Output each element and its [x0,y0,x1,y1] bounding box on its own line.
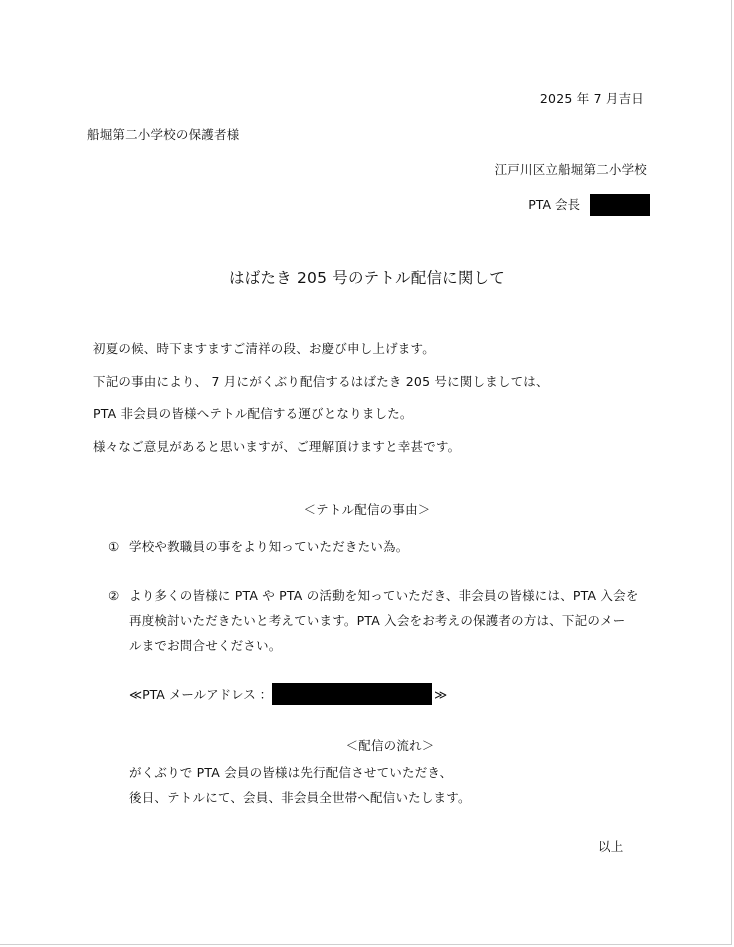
flow-line: 後日、テトルにて、会員、非会員全世帯へ配信いたします。 [129,790,471,805]
mail-close-bracket: ≫ [434,686,448,702]
reason-line: 学校や教職員の事をより知っていただきたい為。 [129,539,409,554]
redacted-email-block [272,683,432,705]
document-title: はばたき 205 号のテトル配信に関して [229,269,505,287]
pta-mail-address [129,683,447,705]
reason-marker: ② [108,588,120,603]
flow-heading: ＜配信の流れ＞ [345,738,435,753]
sender-title: PTA 会長 [528,197,580,212]
sender-school: 江戸川区立船堀第二小学校 [494,162,647,177]
reason-line: より多くの皆様に PTA や PTA の活動を知っていただき、非会員の皆様には、PTA 入会を [129,588,639,603]
reason-line: 再度検討いただきたいと考えています。PTA 入会をお考えの保護者の方は、下記のメー [129,613,626,628]
greeting-line: PTA 非会員の皆様へテトル配信する運びとなりました。 [93,406,413,421]
recipient: 船堀第二小学校の保護者様 [87,127,240,142]
redacted-name-block [590,194,650,216]
reason-line: ルまでお問合せください。 [129,638,282,653]
flow-line: がくぶりで PTA 会員の皆様は先行配信させていただき、 [129,765,453,780]
sender-president [528,194,650,216]
reason-marker: ① [108,539,120,554]
closing-word: 以上 [598,839,624,854]
greeting-line: 下記の事由により、 7 月にがくぶり配信するはばたき 205 号に関しましては、 [93,374,549,389]
reasons-heading: ＜テトル配信の事由＞ [303,502,431,517]
greeting-line: 初夏の候、時下ますますご清祥の段、お慶び申し上げます。 [93,341,435,356]
letter-date: 2025 年 7 月吉日 [539,91,644,106]
mail-label: ≪PTA メールアドレス ： [129,687,273,702]
greeting-line: 様々なご意見があると思いますが、ご理解頂けますと幸甚です。 [93,439,461,454]
